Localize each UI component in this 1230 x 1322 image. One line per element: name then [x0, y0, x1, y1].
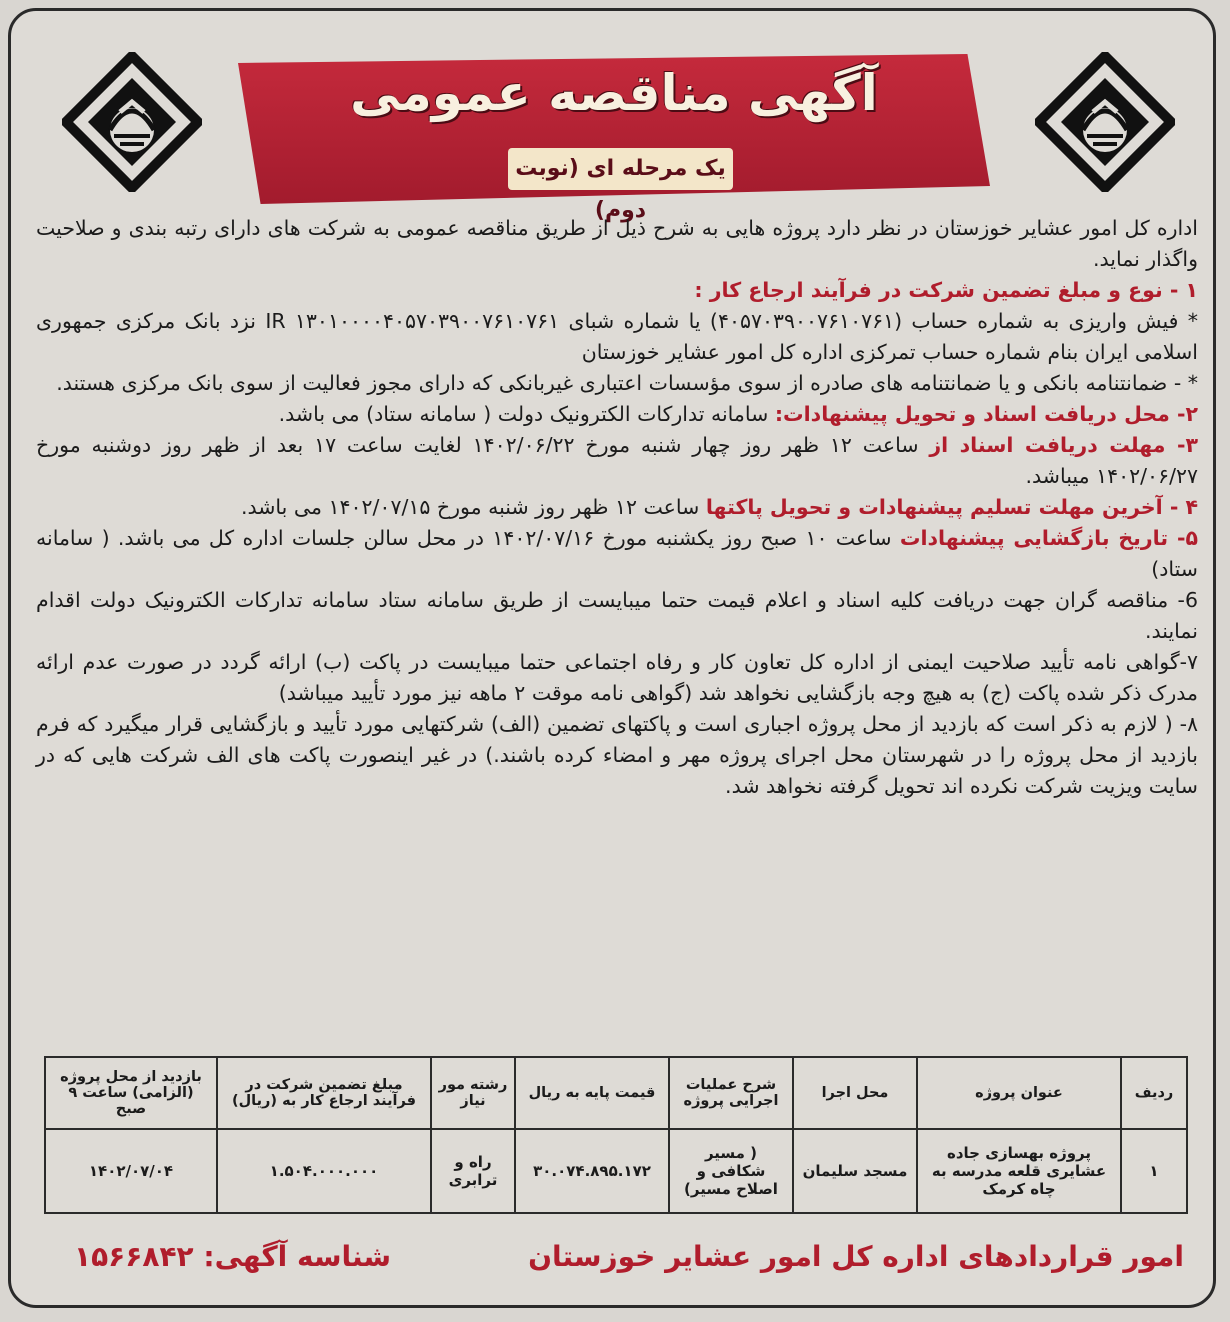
section-7: ۷-گواهی نامه تأیید صلاحیت ایمنی از اداره کل تعاون کار و رفاه اجتماعی حتما میبایست در پاکت (ب) ارائه گردد در صورت عدم ارائه مدرک ذکر شده پاکت (ج) به هیچ وجه بازگشایی نخواهد شد (گواهی نامه موقت ۲ ماهه نیز مورد تأیید میباشد) [36, 650, 1198, 705]
title-banner [238, 54, 990, 223]
cell-row-number: ۱ [1121, 1129, 1187, 1213]
section-2 [36, 399, 1198, 430]
section-5-text: ساعت ۱۰ صبح روز یکشنبه مورخ ۱۴۰۲/۰۷/۱۶ در محل سالن جلسات اداره کل می باشد. ( سامانه ستاد) [36, 526, 1198, 581]
section-1-item-1: * فیش واریزی به شماره حساب (۴۰۵۷۰۳۹۰۰۷۶۱۰۷۶۱) یا شماره شبای IR ۱۳۰۱۰۰۰۰۴۰۵۷۰۳۹۰۰۷۶۱۰۷۶۱ نزد بانک مرکزی جمهوری اسلامی ایران بنام شماره حساب تمرکزی اداره کل امور عشایر خوزستان [36, 309, 1198, 364]
col-header-site-visit: بازدید از محل پروژه (الزامی) ساعت ۹ صبح [45, 1057, 217, 1129]
section-4-heading: ۴ - آخرین مهلت تسلیم پیشنهادات و تحویل پاکتها [705, 495, 1198, 519]
section-2-heading: ۲- محل دریافت اسناد و تحویل پیشنهادات: [774, 402, 1198, 426]
col-header-guarantee: مبلغ تضمین شرکت در فرآیند ارجاع کار به (ریال) [217, 1057, 431, 1129]
col-header-project-title: عنوان پروژه [917, 1057, 1121, 1129]
section-4 [36, 492, 1198, 523]
table-row [45, 1129, 1187, 1213]
notice-body [36, 213, 1198, 802]
footer-organization: امور قراردادهای اداره کل امور عشایر خوزستان [528, 1240, 1184, 1273]
section-1-item-2: * - ضمانتنامه بانکی و یا ضمانتنامه های صادره از سوی مؤسسات اعتباری غیربانکی که دارای مجوز فعالیت از سوی بانک مرکزی هستند. [56, 371, 1198, 395]
footer-ad-id: شناسه آگهی: ۱۵۶۶۸۴۲ [74, 1240, 392, 1273]
cell-field: راه و ترابری [431, 1129, 515, 1213]
col-header-base-price: قیمت پایه به ریال [515, 1057, 669, 1129]
col-header-row-number: ردیف [1121, 1057, 1187, 1129]
section-3-heading: ۳- مهلت دریافت اسناد از [929, 433, 1198, 457]
emblem-logo-left [62, 52, 202, 192]
table-header-row [45, 1057, 1187, 1129]
section-8: ۸- ( لازم به ذکر است که بازدید از محل پروژه اجباری است و پاکتهای تضمین (الف) شرکتهایی مورد تأیید و بازگشایی قرار میگیرد که فرم بازدید از محل پروژه را در شهرستان محل اجرای پروژه مهر و امضاء کرده باشند.) در غیر اینصورت پاکت های الف شرکت هایی که در سایت ویزیت شرکت نکرده اند تحویل گرفته نخواهد شد. [36, 712, 1198, 798]
section-1-heading: ۱ - نوع و مبلغ تضمین شرکت در فرآیند ارجاع کار : [694, 278, 1198, 302]
col-header-location: محل اجرا [793, 1057, 917, 1129]
section-4-text: ساعت ۱۲ ظهر روز شنبه مورخ ۱۴۰۲/۰۷/۱۵ می باشد. [240, 495, 706, 519]
section-6: 6- مناقصه گران جهت دریافت کلیه اسناد و اعلام قیمت حتما میبایست از طریق سامانه ستاد سامانه تدارکات الکترونیک دولت اقدام نمایند. [36, 588, 1198, 643]
section-5-heading: ۵- تاریخ بازگشایی پیشنهادات [899, 526, 1198, 550]
emblem-logo-right [1035, 52, 1175, 192]
cell-guarantee: ۱.۵۰۴.۰۰۰.۰۰۰ [217, 1129, 431, 1213]
cell-operations: ( مسیر شکافی و اصلاح مسیر) [669, 1129, 793, 1213]
cell-location: مسجد سلیمان [793, 1129, 917, 1213]
projects-table [44, 1056, 1188, 1214]
page-title: آگهی مناقصه عمومی [350, 64, 878, 122]
col-header-operations: شرح عملیات اجرایی پروژه [669, 1057, 793, 1129]
section-5 [36, 523, 1198, 585]
cell-base-price: ۳۰.۰۷۴.۸۹۵.۱۷۲ [515, 1129, 669, 1213]
col-header-field: رشته مور نیاز [431, 1057, 515, 1129]
page-subtitle: یک مرحله ای (نوبت دوم) [508, 148, 733, 190]
cell-project-title: پروژه بهسازی جاده عشایری قلعه مدرسه به چاه کرمک [917, 1129, 1121, 1213]
section-2-text: سامانه تدارکات الکترونیک دولت ( سامانه ستاد) می باشد. [278, 402, 775, 426]
intro-paragraph: اداره کل امور عشایر خوزستان در نظر دارد پروژه هایی به شرح ذیل از طریق مناقصه عمومی به شرکت های دارای رتبه بندی و صلاحیت واگذار نماید. [36, 216, 1198, 271]
section-3 [36, 430, 1198, 492]
cell-site-visit-date: ۱۴۰۲/۰۷/۰۴ [45, 1129, 217, 1213]
section-3-text: ساعت ۱۲ ظهر روز چهار شنبه مورخ ۱۴۰۲/۰۶/۲۲ لغایت ساعت ۱۷ بعد از ظهر روز دوشنبه مورخ ۱۴۰۲/۰۶/۲۷ میباشد. [36, 433, 1198, 488]
